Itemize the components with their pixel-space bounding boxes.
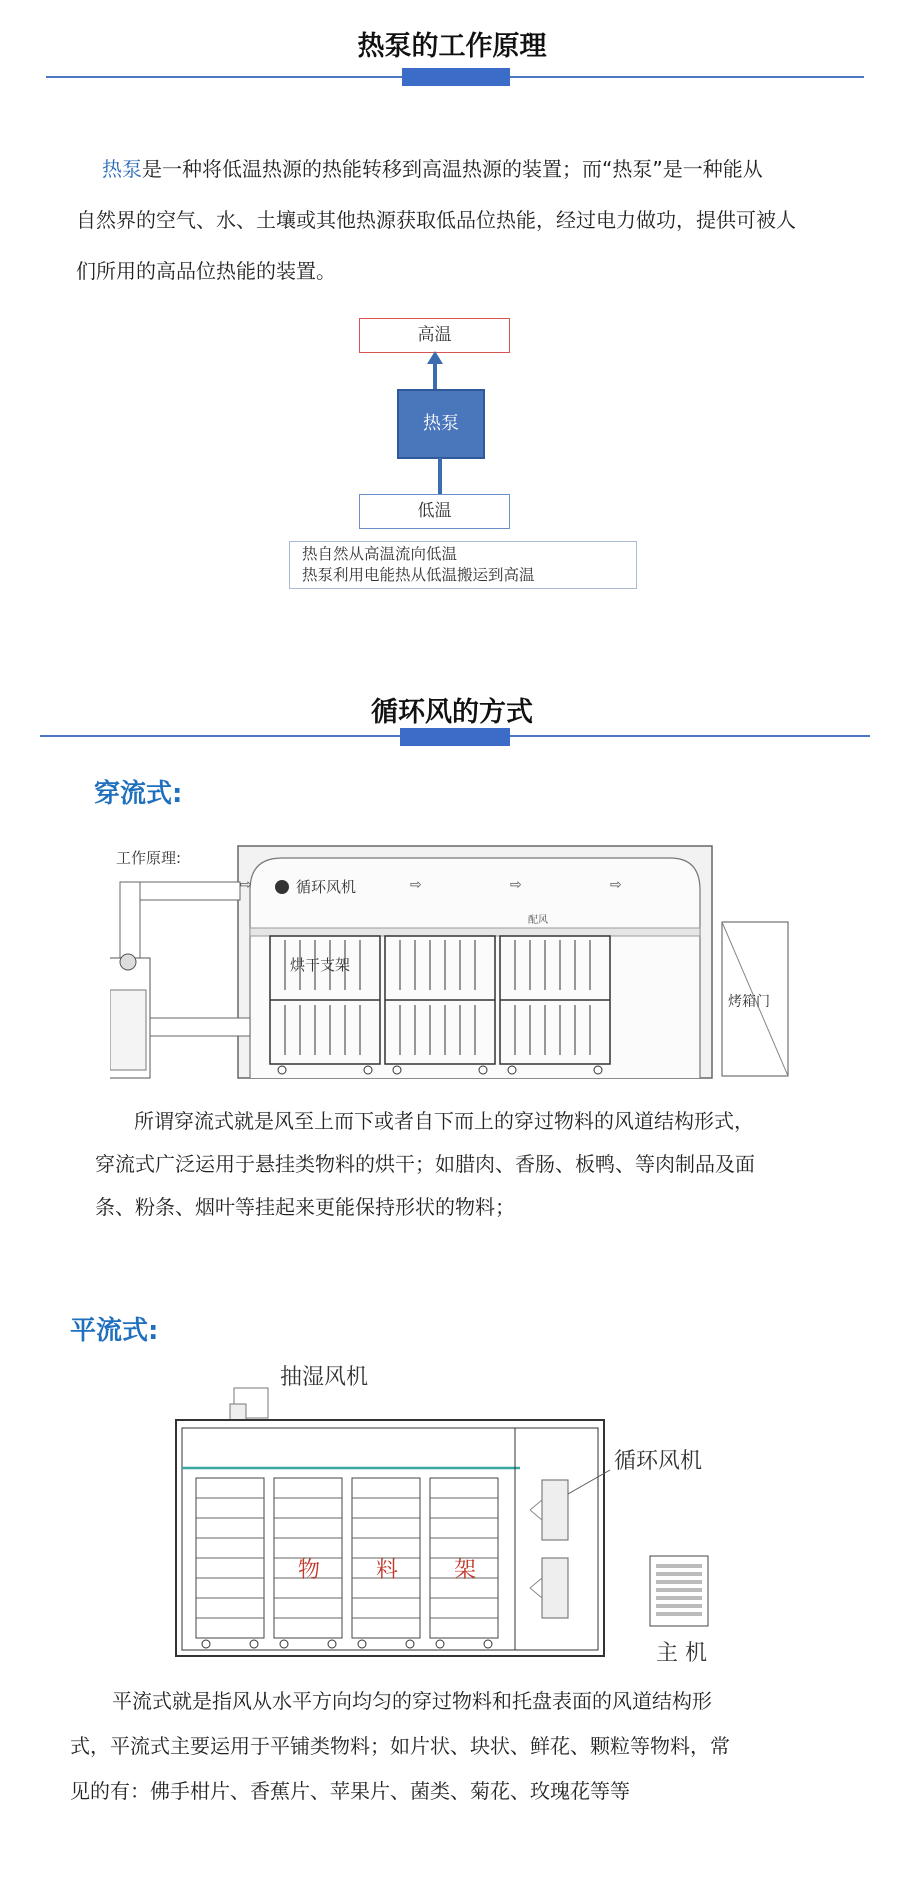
through-flow-para-line3: 条、粉条、烟叶等挂起来更能保持形状的物料； [95, 1195, 515, 1219]
note-line-1: 热自然从高温流向低温 [302, 545, 458, 563]
through-flow-diagram [110, 840, 810, 1085]
section1-para-line2: 自然界的空气、水、土壤或其他热源获取低品位热能，经过电力做功，提供可被人 [76, 208, 796, 232]
heat-pump-highlight: 热泵 [102, 157, 142, 181]
through-flow-para-line2: 穿流式广泛运用于悬挂类物料的烘干；如腊肉、香肠、板鸭、等肉制品及面 [95, 1152, 755, 1176]
door-label: 烤箱门 [728, 994, 770, 1010]
rack-char-2: 料 [376, 1558, 399, 1583]
section1-para-line1: 热泵是一种将低温热源的热能转移到高温热源的装置；而“热泵”是一种能从 [102, 157, 763, 181]
flat-flow-para-line1: 平流式就是指风从水平方向均匀的穿过物料和托盘表面的风道结构形 [112, 1689, 712, 1713]
rack-char-3: 架 [454, 1558, 477, 1583]
low-temp-box: 低温 [359, 494, 510, 529]
section1-title: 热泵的工作原理 [357, 31, 547, 62]
connector-line [435, 458, 445, 494]
flat-flow-diagram [170, 1360, 730, 1680]
through-flow-title: 穿流式: [94, 779, 183, 809]
flat-flow-para-line3: 见的有：佛手柑片、香蕉片、苹果片、菌类、菊花、玫瑰花等等 [70, 1779, 630, 1803]
high-temp-box: 高温 [359, 318, 510, 353]
rack-label: 烘干支架 [290, 956, 351, 974]
note-box [289, 541, 637, 589]
heat-pump-box: 热泵 [397, 389, 485, 459]
circ-fan-label: 循环风机 [296, 878, 357, 896]
air-label: 配风 [528, 915, 548, 926]
note-line-2: 热泵利用电能热从低温搬运到高温 [302, 566, 535, 584]
through-flow-para-line1: 所谓穿流式就是风至上而下或者自下而上的穿过物料的风道结构形式， [134, 1109, 754, 1133]
svg-text:⇨: ⇨ [510, 877, 522, 893]
dehumid-fan-label: 抽湿风机 [280, 1365, 369, 1390]
flat-fan-label: 循环风机 [614, 1449, 703, 1474]
host-label: 主 机 [656, 1641, 707, 1666]
working-principle-label: 工作原理: [116, 849, 182, 867]
svg-text:⇨: ⇨ [240, 877, 252, 893]
svg-text:⇨: ⇨ [610, 877, 622, 893]
rack-char-1: 物 [298, 1558, 321, 1583]
section1-rule-accent [402, 68, 510, 86]
section2-rule-accent [400, 728, 510, 746]
flat-flow-para-line2: 式，平流式主要运用于平铺类物料；如片状、块状、鲜花、颗粒等物料，常 [70, 1734, 730, 1758]
section1-para-line3: 们所用的高品位热能的装置。 [76, 259, 336, 283]
section2-title: 循环风的方式 [371, 697, 533, 728]
svg-text:⇨: ⇨ [410, 877, 422, 893]
flat-flow-title: 平流式: [70, 1316, 159, 1346]
